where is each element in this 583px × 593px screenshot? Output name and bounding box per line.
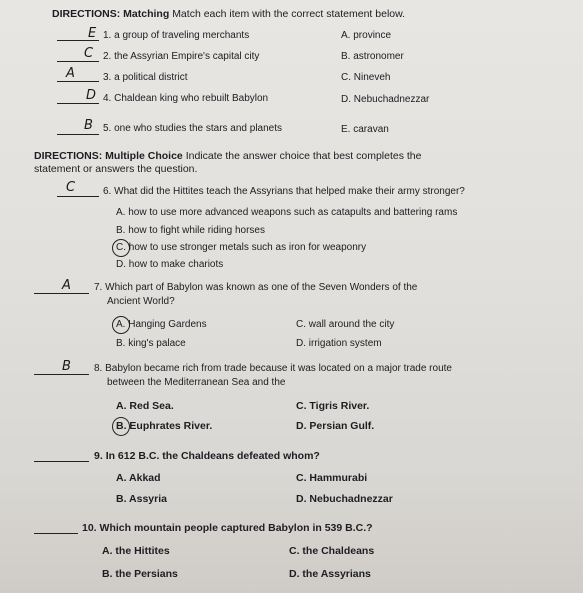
directions-label: DIRECTIONS: [34,150,103,162]
option-a[interactable] [102,545,170,557]
option-letter: D. [296,493,307,505]
option-c[interactable] [296,400,369,412]
item-text: Chaldean king who rebuilt Babylon [114,93,269,104]
option-b[interactable] [116,338,186,350]
question-text: What did the Hittites teach the Assyrians that helped make their army stronger? [114,186,465,197]
answer-blank[interactable] [57,196,99,197]
choice-letter: B. [341,51,351,62]
question-number: 7. [94,282,103,293]
answer-blank[interactable] [57,61,99,62]
choice-letter: E. [341,124,351,135]
question-text-line2: between the Mediterranean Sea and the [107,377,286,388]
option-text: Persian Gulf. [309,420,375,432]
option-a[interactable] [116,207,457,219]
directions-type: Matching [123,8,170,20]
option-letter: D. [289,568,300,580]
answer-circle [112,239,130,257]
handwritten-answer: E [88,26,97,41]
choice-text: province [353,30,392,41]
question-text: Babylon became rich from trade because it was located on a major trade route [105,363,452,374]
option-text: how to use stronger metals such as iron for weaponry [128,242,367,253]
option-text: Euphrates River. [129,420,213,432]
option-text: Nebuchadnezzar [309,493,393,505]
option-c[interactable] [296,319,394,331]
option-letter: C. [296,319,306,330]
multiple-choice-directions [34,150,422,163]
handwritten-answer: C [66,180,76,195]
option-b[interactable] [116,225,265,237]
option-text: how to use more advanced weapons such as catapults and battering rams [128,207,458,218]
option-text: irrigation system [308,338,382,349]
option-text: wall around the city [308,319,395,330]
option-letter: C. [296,472,307,484]
item-number: 2. [103,51,112,62]
option-text: the Persians [115,568,178,580]
answer-circle [112,316,130,334]
matching-directions [52,8,405,21]
option-letter: C. [116,242,126,253]
option-letter: B. [116,225,126,236]
directions-type: Multiple Choice [105,150,183,162]
option-text: the Chaldeans [302,545,375,557]
choice-letter: C. [341,72,351,83]
item-text: the Assyrian Empire's capital city [114,51,260,62]
directions-text: Match each item with the correct statement below. [172,8,406,20]
item-text: a group of traveling merchants [114,30,250,41]
option-text: Tigris River. [309,400,370,412]
directions-label: DIRECTIONS: [52,8,121,20]
handwritten-answer: B [62,359,71,374]
handwritten-answer: C [84,46,94,61]
option-d[interactable] [296,338,382,350]
option-d[interactable] [289,568,371,580]
option-letter: B. [116,338,126,349]
option-letter: A. [102,545,113,557]
option-text: the Hittites [115,545,170,557]
question-number: 9. [94,450,103,462]
option-letter: A. [116,319,126,330]
question-number: 10. [82,522,97,534]
option-text: Akkad [129,472,161,484]
option-text: how to fight while riding horses [128,225,265,236]
item-text: a political district [114,72,188,83]
option-letter: A. [116,400,127,412]
option-b[interactable] [116,493,167,505]
option-b[interactable] [116,420,212,432]
option-letter: B. [116,420,127,432]
question-number: 8. [94,363,103,374]
option-c[interactable] [296,472,367,484]
choice-text: astronomer [353,51,404,62]
answer-blank[interactable] [57,103,99,104]
option-letter: C. [296,400,307,412]
option-text: Hammurabi [309,472,368,484]
option-a[interactable] [116,472,161,484]
option-text: king's palace [128,338,186,349]
item-number: 3. [103,72,112,83]
answer-blank[interactable] [57,81,99,82]
option-letter: C. [289,545,300,557]
item-number: 1. [103,30,112,41]
choice-item [341,72,390,84]
option-letter: D. [116,259,126,270]
item-text: one who studies the stars and planets [114,123,283,134]
option-a[interactable] [116,400,174,412]
option-text: Hanging Gardens [128,319,207,330]
option-d[interactable] [296,493,393,505]
directions-text-line2: statement or answers the question. [34,163,198,175]
handwritten-answer: A [66,66,75,81]
choice-item [341,124,389,136]
answer-blank[interactable] [57,134,99,135]
handwritten-answer: A [62,278,71,293]
option-d[interactable] [116,259,223,271]
option-letter: D. [296,420,307,432]
choice-item [341,51,404,63]
answer-blank[interactable] [34,533,78,534]
option-letter: B. [102,568,113,580]
option-c[interactable] [116,242,366,254]
handwritten-answer: D [86,88,97,103]
answer-blank[interactable] [34,374,89,375]
question-text: In 612 B.C. the Chaldeans defeated whom? [105,450,320,462]
option-text: how to make chariots [128,259,224,270]
choice-text: Nineveh [353,72,391,83]
choice-letter: D. [341,94,351,105]
option-text: Red Sea. [129,400,174,412]
question-number: 6. [103,186,112,197]
option-letter: A. [116,207,126,218]
option-d[interactable] [296,420,374,432]
item-number: 5. [103,123,112,134]
option-text: the Assyrians [302,568,371,580]
choice-letter: A. [341,30,351,41]
option-text: Assyria [129,493,167,505]
choice-item [341,94,429,106]
question-text: Which part of Babylon was known as one of the Seven Wonders of the [105,282,418,293]
choice-text: Nebuchadnezzar [353,94,430,105]
answer-blank[interactable] [34,461,89,462]
option-b[interactable] [102,568,178,580]
question-text-line2: Ancient World? [107,296,175,307]
choice-item [341,30,391,42]
question-text: Which mountain people captured Babylon in 539 B.C.? [99,522,373,534]
option-letter: D. [296,338,306,349]
answer-blank[interactable] [34,293,89,294]
item-number: 4. [103,93,112,104]
option-letter: A. [116,472,127,484]
handwritten-answer: B [84,118,93,133]
directions-text: Indicate the answer choice that best completes the [185,150,422,162]
answer-circle [112,417,130,436]
option-letter: B. [116,493,127,505]
option-c[interactable] [289,545,374,557]
choice-text: caravan [353,124,389,135]
